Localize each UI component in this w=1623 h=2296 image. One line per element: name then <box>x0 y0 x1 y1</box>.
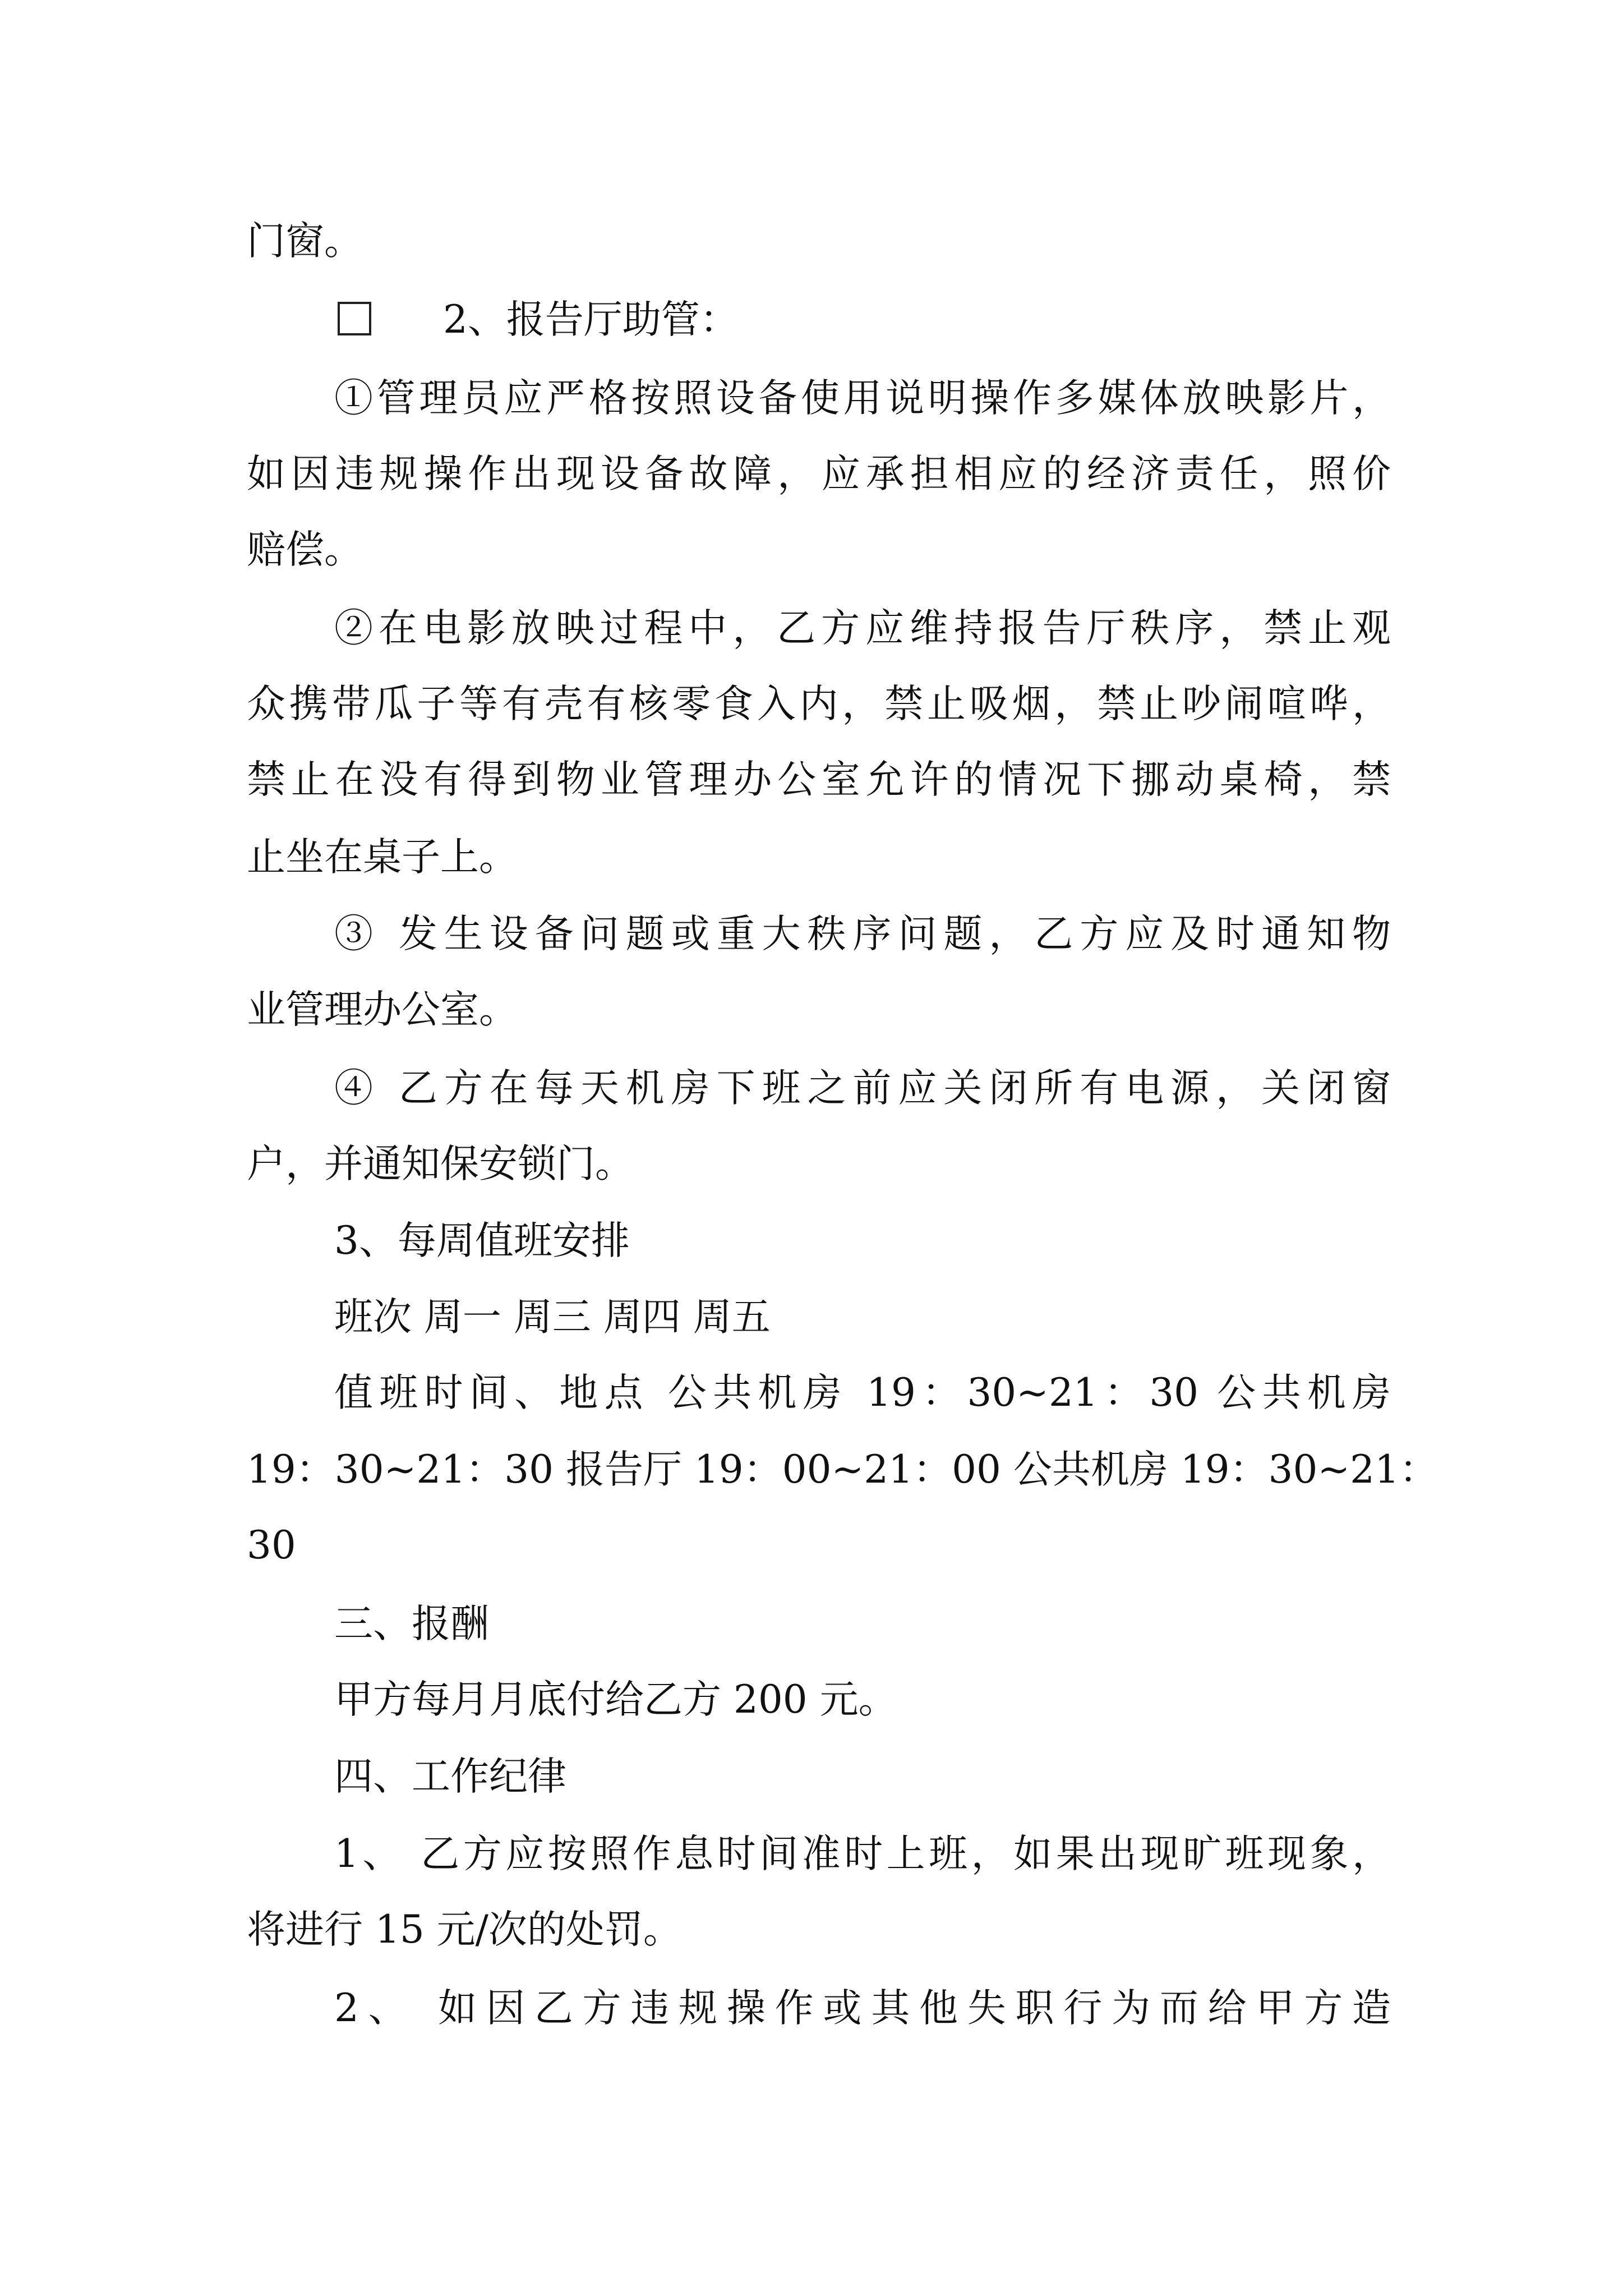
text-line: ①管理员应严格按照设备使用说明操作多媒体放映影片， <box>334 376 1391 421</box>
text-line: 1、 乙方应按照作息时间准时上班，如果出现旷班现象， <box>334 1832 1391 1876</box>
text-line: 将进行 15 元/次的处罚。 <box>247 1907 682 1952</box>
text-line: ②在电影放映过程中，乙方应维持报告厅秩序，禁止观 <box>334 606 1391 651</box>
text-line: 众携带瓜子等有壳有核零食入内，禁止吸烟，禁止吵闹喧哗， <box>247 682 1391 726</box>
text-line: 止坐在桌子上。 <box>247 835 518 880</box>
checkbox-square <box>338 302 371 335</box>
section-heading: 四、工作纪律 <box>334 1754 566 1799</box>
text-line: 禁止在没有得到物业管理办公室允许的情况下挪动桌椅，禁 <box>247 757 1391 802</box>
text-line: 业管理办公室。 <box>247 987 518 1032</box>
text-line: 门窗。 <box>247 219 363 264</box>
text-line: 30 <box>247 1523 296 1568</box>
schedule-detail-row: 19：30~21：30 报告厅 19：00~21：00 公共机房 19：30~21： <box>247 1447 1438 1492</box>
text-line: 甲方每月月底付给乙方 200 元。 <box>334 1677 897 1722</box>
text-line: 赔偿。 <box>247 527 363 572</box>
text-line: 如因违规操作出现设备故障，应承担相应的经济责任，照价 <box>247 452 1391 496</box>
schedule-header-row: 班次 周一 周三 周四 周五 <box>334 1295 771 1340</box>
text-line: 2、 如因乙方违规操作或其他失职行为而给甲方造 <box>334 1986 1391 2031</box>
section-heading: 2、报告厅助管： <box>443 297 739 342</box>
text-line: ④ 乙方在每天机房下班之前应关闭所有电源，关闭窗 <box>334 1066 1391 1111</box>
text-line: ③ 发生设备问题或重大秩序问题，乙方应及时通知物 <box>334 912 1391 956</box>
section-heading: 三、报酬 <box>334 1602 489 1646</box>
section-heading: 3、每周值班安排 <box>334 1218 630 1263</box>
schedule-detail-row: 值班时间、地点 公共机房 19：30~21：30 公共机房 <box>334 1370 1391 1415</box>
text-line: 户，并通知保安锁门。 <box>247 1142 634 1186</box>
